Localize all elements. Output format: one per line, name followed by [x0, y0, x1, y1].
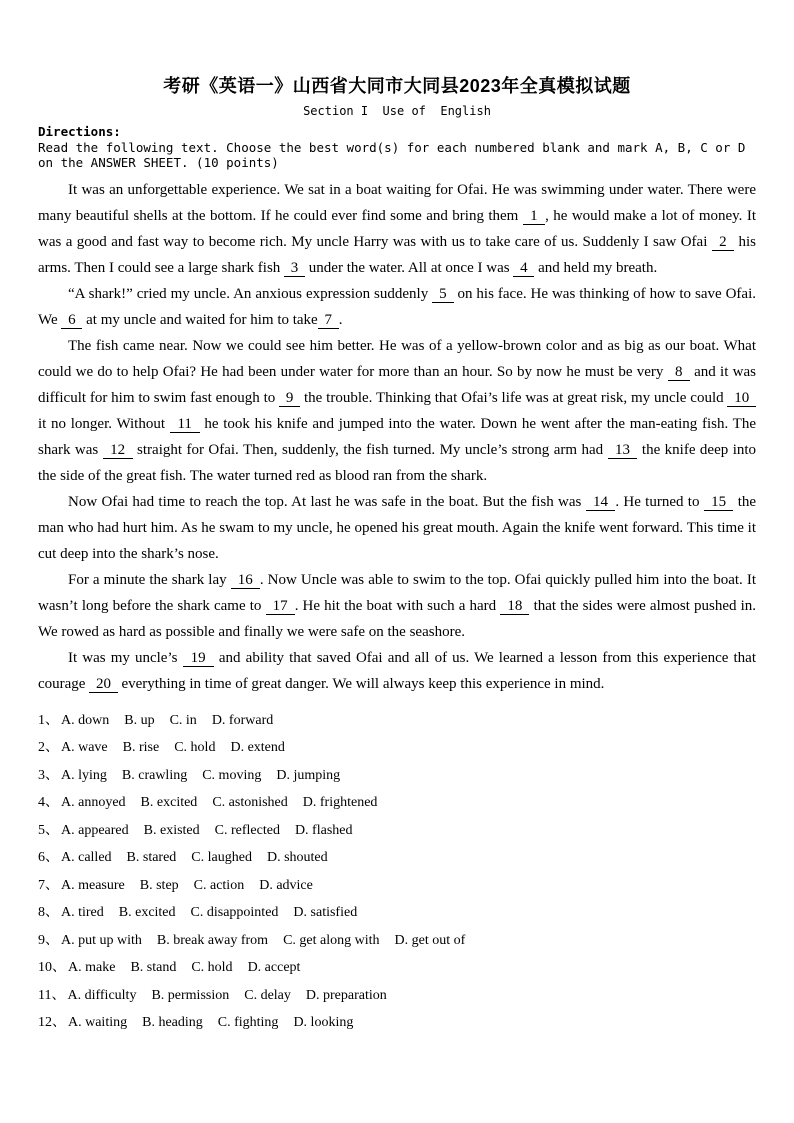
question-row-3 — [38, 762, 756, 790]
question-option: D. jumping — [276, 767, 341, 783]
question-option: D. advice — [259, 877, 313, 893]
blank-7: 7 — [318, 312, 339, 329]
question-row-9 — [38, 927, 756, 955]
question-option: A. difficulty — [67, 987, 137, 1003]
question-option: A. called — [61, 850, 112, 865]
question-number: 3、 — [38, 767, 59, 783]
question-row-10 — [38, 954, 756, 982]
section-heading: Section I Use of English — [303, 104, 491, 118]
blank-1: 1 — [523, 208, 545, 225]
question-number: 4、 — [38, 795, 59, 810]
question-option: B. crawling — [121, 767, 188, 783]
question-option: C. reflected — [214, 822, 280, 838]
question-row-5 — [38, 817, 756, 845]
question-option: C. get along with — [283, 932, 380, 948]
question-option: C. disappointed — [190, 905, 279, 920]
question-row-6 — [38, 844, 756, 872]
question-number: 7、 — [38, 877, 59, 893]
question-number: 12、 — [38, 1015, 66, 1030]
question-option: A. down — [61, 712, 110, 728]
question-option: B. stared — [126, 850, 177, 865]
question-option: C. fighting — [217, 1015, 279, 1030]
question-option: C. delay — [244, 987, 291, 1003]
passage — [38, 177, 756, 697]
question-option: A. lying — [61, 767, 107, 783]
blank-15: 15 — [704, 494, 734, 511]
blank-13: 13 — [608, 442, 638, 459]
question-number: 9、 — [38, 932, 59, 948]
question-number: 6、 — [38, 850, 59, 865]
passage-paragraph-3: The fish came near. Now we could see him better. He was of a yellow-brown color and as big as our boat. What could we do to help Ofai? He had been under water for more than an hour. So by now he must be very 8 and it was difficult for him to swim fast enough to 9 the trouble. Thinking that Ofai’s life was at great risk, my uncle could 10 it no longer. Without 11 he took his knife and jumped into the water. Down he went after the man-eating fish. The shark was 12 straight for Ofai. Then, suddenly, the fish turned. My uncle’s strong arm had 13 the knife deep into the side of the great fish. The water turned red as blood ran from the shark. — [38, 337, 757, 484]
question-option: A. annoyed — [61, 795, 126, 810]
question-option: B. existed — [143, 822, 200, 838]
passage-paragraph-4: Now Ofai had time to reach the top. At last he was safe in the boat. But the fish was 14 . He turned to 15 the man who had hurt him. As he swam to my uncle, he opened his great mouth. Again the knife went forward. This time it cut deep into the shark’s nose. — [38, 493, 757, 562]
directions-label: Directions: — [38, 124, 121, 139]
question-option: A. wave — [61, 740, 108, 755]
blank-5: 5 — [432, 286, 453, 303]
question-option: C. hold — [191, 960, 233, 975]
question-row-12 — [38, 1009, 756, 1037]
passage-paragraph-1: It was an unforgettable experience. We sat in a boat waiting for Ofai. He was swimming under water. There were many beautiful shells at the bottom. If he could ever find some and bring them 1 , he would make a lot of money. It was a good and fast way to become rich. My uncle Harry was with us to take care of us. Suddenly I saw Ofai 2 his arms. Then I could see a large shark fish 3 under the water. All at once I was 4 and held my breath. — [38, 181, 757, 276]
question-row-8 — [38, 899, 756, 927]
question-option: B. excited — [118, 905, 176, 920]
blank-6: 6 — [61, 312, 82, 329]
passage-paragraph-2: “A shark!” cried my uncle. An anxious expression suddenly 5 on his face. He was thinking of how to save Ofai. We 6 at my uncle and waited for him to take 7 . — [38, 285, 757, 328]
question-option: A. measure — [61, 877, 125, 893]
blank-9: 9 — [279, 390, 300, 407]
question-number: 10、 — [38, 960, 66, 975]
question-number: 11、 — [38, 987, 66, 1003]
blank-19: 19 — [183, 650, 214, 667]
page-title: 考研《英语一》山西省大同市大同县2023年全真模拟试题 — [163, 76, 631, 96]
blank-2: 2 — [712, 234, 734, 251]
question-option: C. in — [169, 712, 197, 728]
question-option: C. hold — [174, 740, 216, 755]
question-option: A. make — [68, 960, 116, 975]
question-option: D. accept — [247, 960, 301, 975]
question-option: D. flashed — [294, 822, 353, 838]
blank-14: 14 — [586, 494, 616, 511]
directions — [38, 124, 756, 171]
question-option: D. shouted — [266, 850, 328, 865]
blank-10: 10 — [727, 390, 756, 407]
blank-8: 8 — [668, 364, 690, 381]
question-option: C. astonished — [212, 795, 288, 810]
directions-text: Read the following text. Choose the best word(s) for each numbered blank and mark A, B, C or D on the ANSWER SHEET. (10 points) — [38, 139, 753, 170]
blank-18: 18 — [500, 598, 529, 615]
question-option: A. put up with — [61, 932, 142, 948]
blank-4: 4 — [513, 260, 534, 277]
question-row-7 — [38, 872, 756, 900]
question-row-11 — [38, 982, 756, 1010]
question-row-2 — [38, 734, 756, 762]
question-option: D. preparation — [305, 987, 387, 1003]
blank-3: 3 — [284, 260, 305, 277]
question-option: D. satisfied — [293, 905, 358, 920]
blank-12: 12 — [103, 442, 133, 459]
question-option: C. action — [193, 877, 245, 893]
question-option: D. looking — [293, 1015, 354, 1030]
question-option: B. break away from — [156, 932, 269, 948]
blank-17: 17 — [266, 598, 295, 615]
question-option: A. tired — [61, 905, 104, 920]
blank-16: 16 — [231, 572, 260, 589]
question-row-1 — [38, 707, 756, 735]
question-option: B. step — [139, 877, 179, 893]
passage-paragraph-5: For a minute the shark lay 16 . Now Uncle was able to swim to the top. Ofai quickly pulled him into the boat. It wasn’t long before the shark came to 17 . He hit the boat with such a hard 18 that the sides were almost pushed in. We rowed as hard as possible and finally we were safe on the seashore. — [38, 571, 757, 640]
question-option: D. frightened — [302, 795, 378, 810]
question-option: B. excited — [140, 795, 198, 810]
question-option: B. rise — [122, 740, 160, 755]
question-option: B. permission — [151, 987, 230, 1003]
question-row-4 — [38, 789, 756, 817]
question-option: C. moving — [202, 767, 262, 783]
question-option: D. extend — [230, 740, 285, 755]
question-list — [38, 707, 756, 1037]
question-number: 1、 — [38, 712, 59, 728]
blank-20: 20 — [89, 676, 118, 693]
question-option: B. up — [124, 712, 155, 728]
question-option: A. appeared — [61, 822, 129, 838]
question-option: B. stand — [130, 960, 177, 975]
question-option: D. forward — [211, 712, 274, 728]
question-number: 8、 — [38, 905, 59, 920]
passage-paragraph-6: It was my uncle’s 19 and ability that saved Ofai and all of us. We learned a lesson from this experience that courage 20 everything in time of great danger. We will always keep this experience in mind. — [38, 649, 757, 692]
blank-11: 11 — [170, 416, 200, 433]
question-number: 2、 — [38, 740, 59, 755]
question-option: A. waiting — [68, 1015, 128, 1030]
question-option: B. heading — [142, 1015, 203, 1030]
question-option: D. get out of — [394, 932, 466, 948]
question-number: 5、 — [38, 822, 59, 838]
question-option: C. laughed — [191, 850, 252, 865]
